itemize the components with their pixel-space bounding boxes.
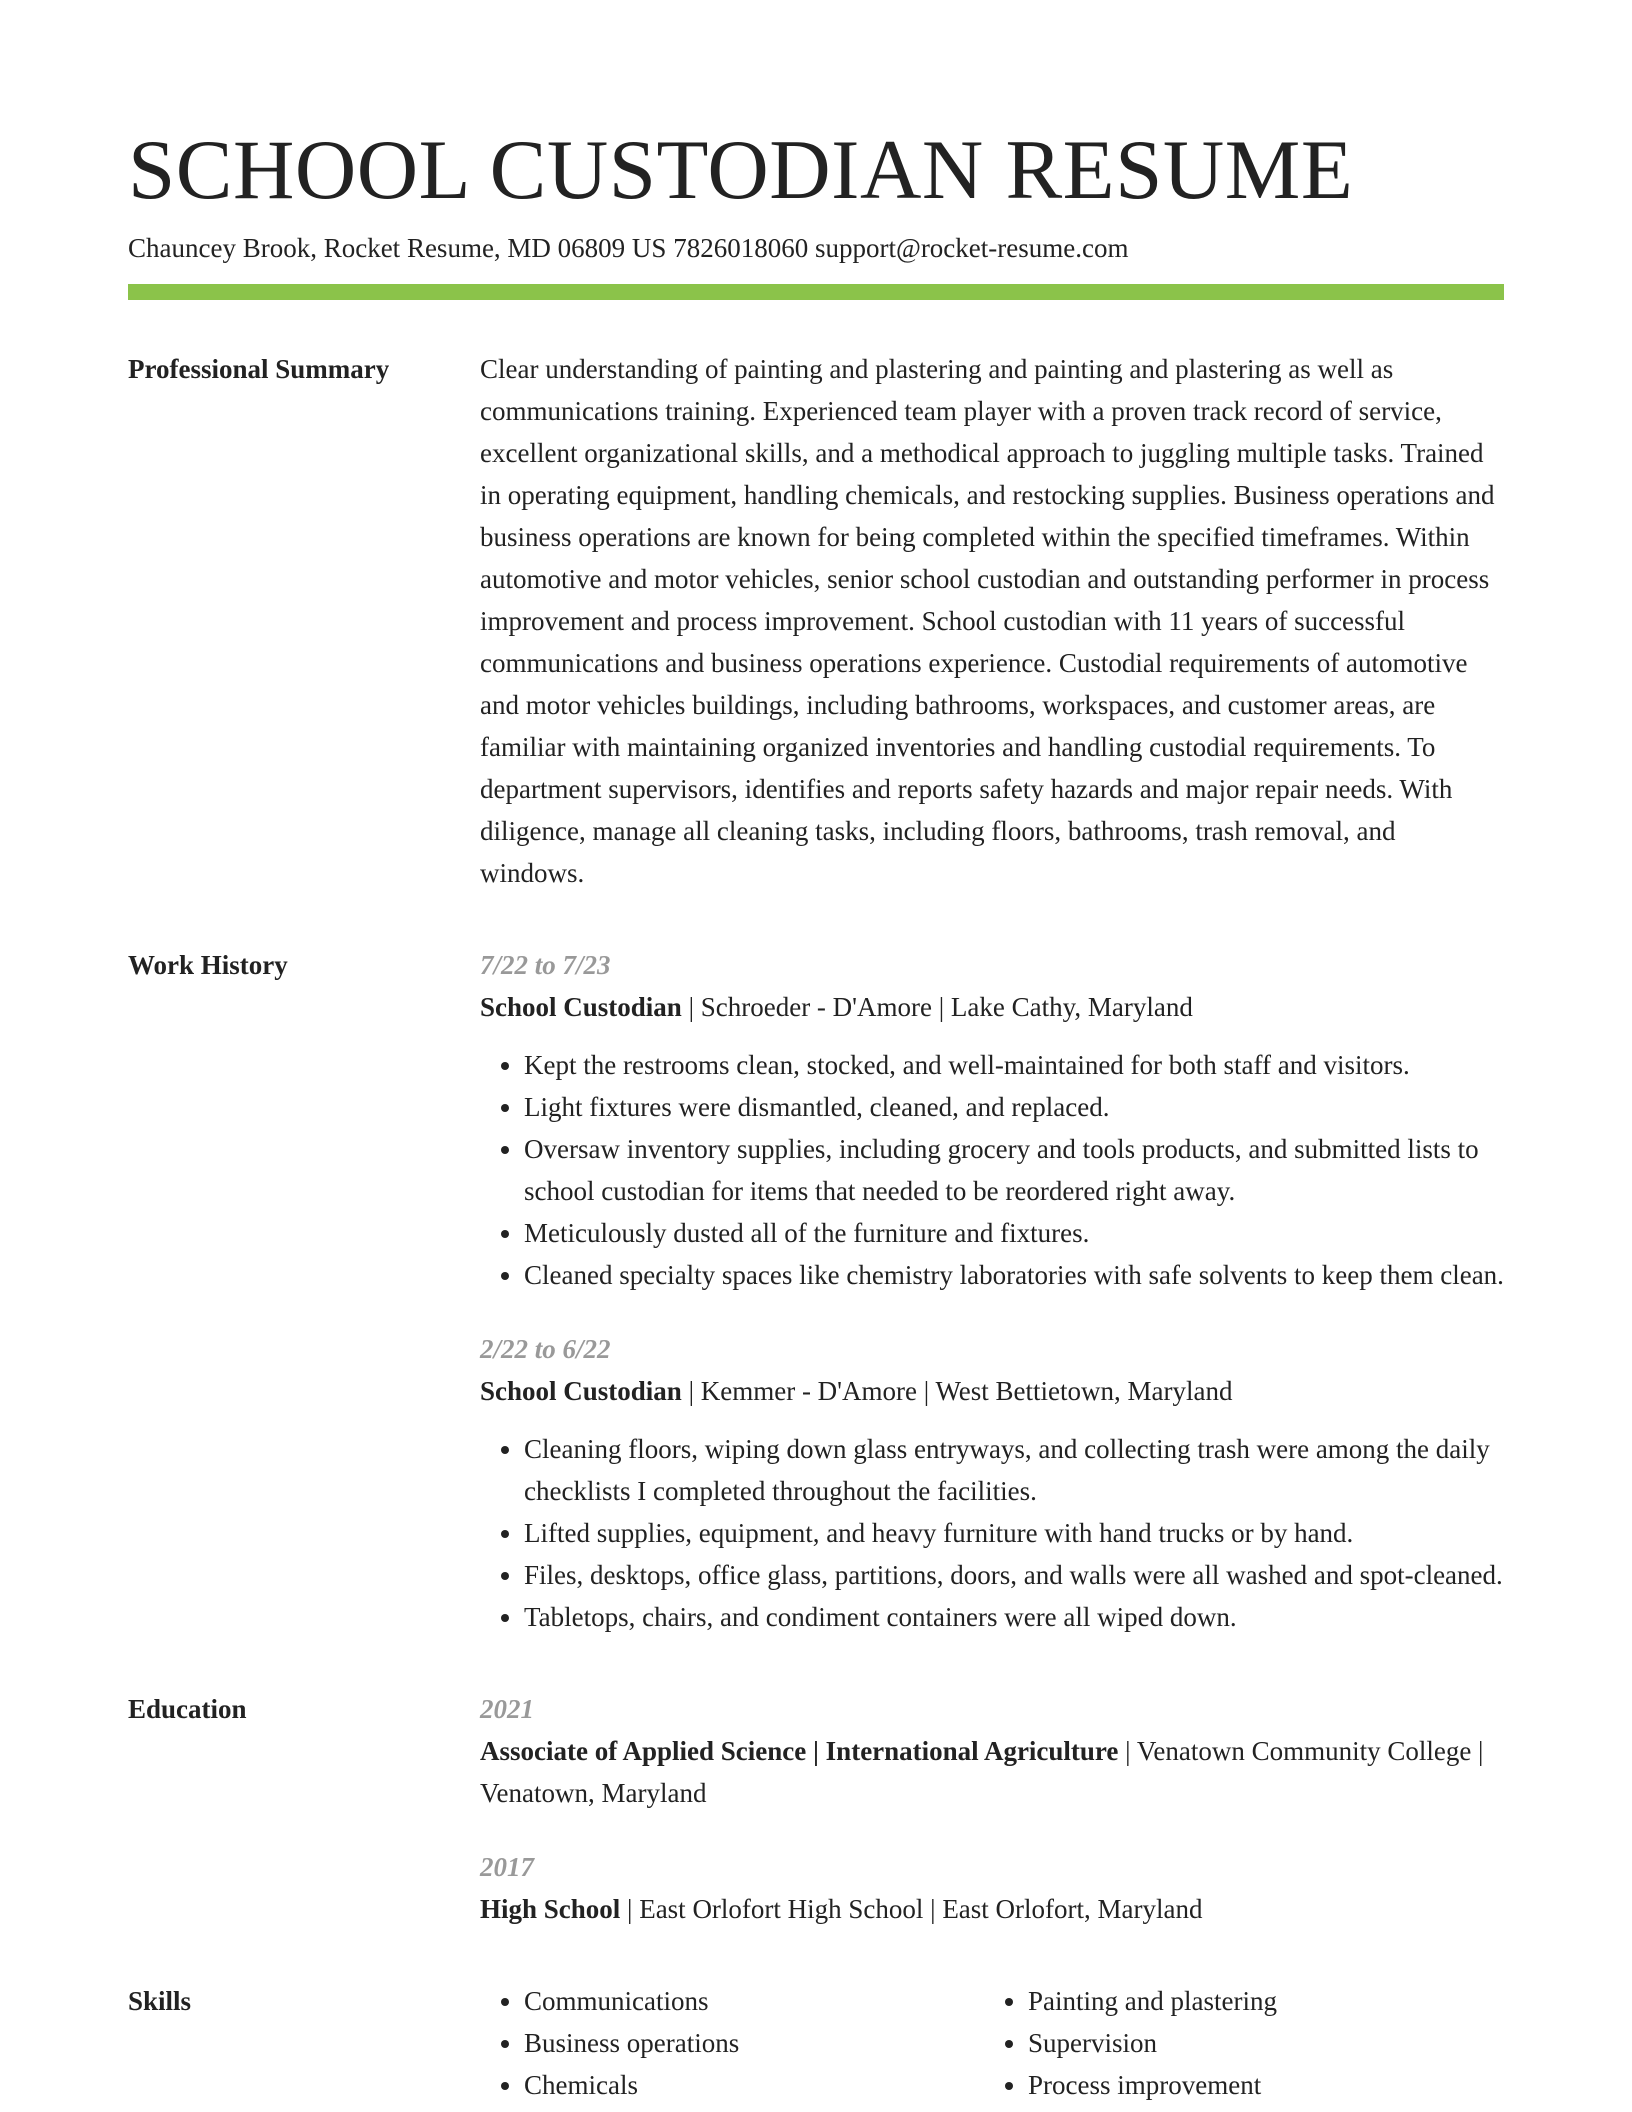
job-entry [480,1328,1504,1638]
contact-line [128,230,1504,266]
job-dates: 2/22 to 6/22 [480,1334,611,1364]
job-bullet: • Lifted supplies, equipment, and heavy furniture with hand trucks or by hand. [524,1512,1504,1554]
education-year: 2021 [480,1694,534,1724]
education-entry [480,1688,1504,1814]
section-label: Skills [128,1986,192,2016]
education-entry [480,1846,1504,1930]
job-details: | Kemmer - D'Amore | West Bettietown, Maryland [681,1376,1233,1406]
section-label: Work History [128,950,288,980]
education-section [128,1688,1504,1930]
skills-list-left [480,1980,984,2106]
skills-grid [480,1980,1504,2106]
job-bullet: • Oversaw inventory supplies, including grocery and tools products, and submitted lists to school custodian for items that needed to be reordered right away. [524,1128,1504,1212]
job-bullet: • Kept the restrooms clean, stocked, and well-maintained for both staff and visitors. [524,1044,1504,1086]
summary-text: Clear understanding of painting and plastering and painting and plastering as well as communications training. Experienced team player with a proven track record of service, excellent organizational skills, and a methodical approach to juggling multiple tasks. Trained in operating equipment, handling chemicals, and restocking supplies. Business operations and business operations are known for being completed within the specified timeframes. Within automotive and motor vehicles, senior school custodian and outstanding performer in process improvement and process improvement. School custodian with 11 years of successful communications and business operations experience. Custodial requirements of automotive and motor vehicles buildings, including bathrooms, workspaces, and customer areas, are familiar with maintaining organized inventories and handling custodial requirements. To department supervisors, identifies and reports safety hazards and major repair needs. With diligence, manage all cleaning tasks, including floors, bathrooms, trash removal, and windows. [480,354,1495,888]
resume-page [128,120,1504,2106]
job-entry [480,944,1504,1296]
resume-title: SCHOOL CUSTODIAN RESUME [128,123,1354,217]
job-bullet: • Cleaning floors, wiping down glass entryways, and collecting trash were among the daily checklists I completed throughout the facilities. [524,1428,1504,1512]
job-details: | Schroeder - D'Amore | Lake Cathy, Maryland [681,992,1193,1022]
education-heading [480,1730,1504,1814]
job-heading [480,986,1504,1028]
skill-item: • Painting and plastering [1028,1980,1488,2022]
job-bullet: • Files, desktops, office glass, partitions, doors, and walls were all washed and spot-cleaned. [524,1554,1504,1596]
education-heading [480,1888,1504,1930]
education-degree: Associate of Applied Science | International Agriculture [480,1736,1119,1766]
skills-section [128,1980,1504,2106]
job-bullet: • Cleaned specialty spaces like chemistry laboratories with safe solvents to keep them clean. [524,1254,1504,1296]
contact-email: support@rocket-resume.com [814,233,1129,263]
job-heading [480,1370,1504,1412]
skill-item: • Chemicals [524,2064,984,2106]
education-details: | Venatown Community College | Venatown, Maryland [480,1736,1484,1808]
work-history-section [128,944,1504,1638]
professional-summary-section [128,348,1504,894]
education-year: 2017 [480,1852,534,1882]
job-bullets [480,1044,1504,1296]
job-bullet: • Meticulously dusted all of the furniture and fixtures. [524,1212,1504,1254]
job-bullet: • Tabletops, chairs, and condiment containers were all wiped down. [524,1596,1504,1638]
contact-address: Chauncey Brook, Rocket Resume, MD 06809 US [128,233,667,263]
contact-phone: 7826018060 [673,233,809,263]
skill-item: • Communications [524,1980,984,2022]
skill-item: • Business operations [524,2022,984,2064]
section-label: Professional Summary [128,354,390,384]
header-divider [128,284,1504,300]
section-label: Education [128,1694,247,1724]
education-details: | East Orlofort High School | East Orlofort, Maryland [620,1894,1203,1924]
job-bullets [480,1428,1504,1638]
skills-list-right [984,1980,1488,2106]
job-title: School Custodian [480,1376,682,1406]
job-dates: 7/22 to 7/23 [480,950,611,980]
job-bullet: • Light fixtures were dismantled, cleaned, and replaced. [524,1086,1504,1128]
skill-item: • Process improvement [1028,2064,1488,2106]
job-title: School Custodian [480,992,682,1022]
skill-item: • Supervision [1028,2022,1488,2064]
education-degree: High School [480,1894,621,1924]
